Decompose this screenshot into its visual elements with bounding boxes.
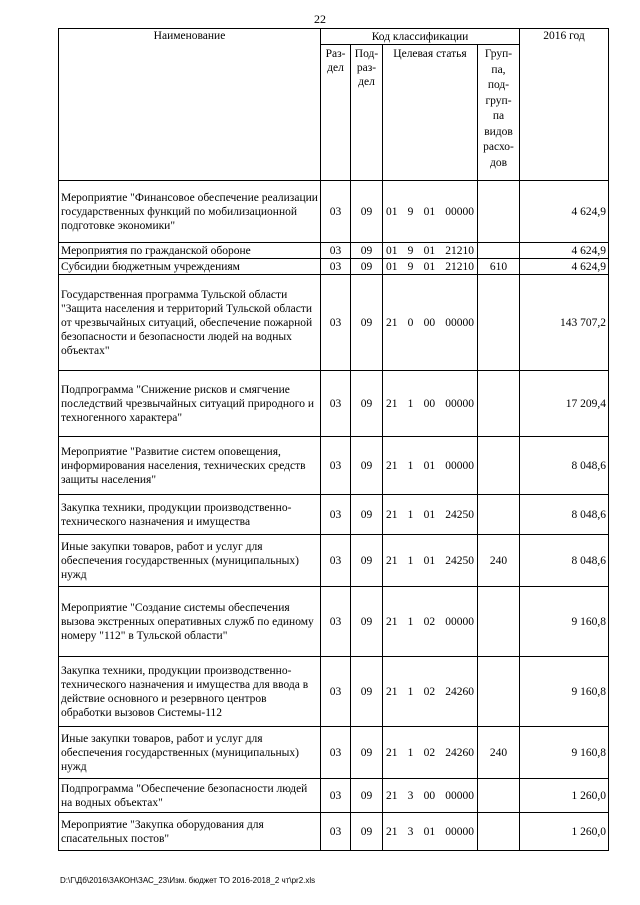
target-direction: 00000 [445, 397, 474, 410]
table-row [59, 657, 609, 727]
row-target [383, 437, 478, 495]
row-section: 03 [321, 181, 351, 243]
row-group [478, 437, 520, 495]
row-target [383, 371, 478, 437]
row-amount: 9 160,8 [520, 657, 609, 727]
table-row [59, 259, 609, 275]
row-group [478, 181, 520, 243]
table-row [59, 243, 609, 259]
table-row [59, 535, 609, 587]
row-group [478, 495, 520, 535]
row-name: Иные закупки товаров, работ и услуг для обеспечения государственных (муниципальных) нужд [59, 535, 321, 587]
row-subsection: 09 [351, 371, 383, 437]
target-program: 21 [386, 685, 398, 698]
target-event: 00 [423, 789, 436, 802]
target-direction: 00000 [445, 615, 474, 628]
row-group: 610 [478, 259, 520, 275]
target-program: 01 [386, 260, 398, 273]
target-event: 02 [423, 615, 436, 628]
row-group [478, 813, 520, 851]
target-subprogram: 1 [407, 554, 414, 567]
target-subprogram: 0 [407, 316, 414, 329]
target-subprogram: 1 [407, 746, 414, 759]
target-event: 01 [423, 554, 436, 567]
row-subsection: 09 [351, 495, 383, 535]
row-name: Подпрограмма "Снижение рисков и смягчение последствий чрезвычайных ситуаций природного и техногенного характера" [59, 371, 321, 437]
target-program: 21 [386, 825, 398, 838]
row-amount: 8 048,6 [520, 535, 609, 587]
row-group [478, 779, 520, 813]
row-amount: 9 160,8 [520, 587, 609, 657]
target-event: 01 [423, 244, 436, 257]
row-section: 03 [321, 587, 351, 657]
target-event: 00 [423, 397, 436, 410]
target-subprogram: 1 [407, 615, 414, 628]
target-direction: 24260 [445, 685, 474, 698]
row-name: Подпрограмма "Обеспечение безопасности людей на водных объектах" [59, 779, 321, 813]
target-direction: 21210 [445, 244, 474, 257]
target-subprogram: 1 [407, 397, 414, 410]
row-subsection: 09 [351, 275, 383, 371]
target-event: 01 [423, 825, 436, 838]
row-amount: 143 707,2 [520, 275, 609, 371]
target-subprogram: 9 [407, 244, 414, 257]
row-section: 03 [321, 437, 351, 495]
row-target [383, 727, 478, 779]
row-target [383, 181, 478, 243]
row-subsection: 09 [351, 259, 383, 275]
target-program: 21 [386, 615, 398, 628]
table-row [59, 437, 609, 495]
target-direction: 00000 [445, 825, 474, 838]
row-subsection: 09 [351, 657, 383, 727]
row-section: 03 [321, 813, 351, 851]
row-name: Закупка техники, продукции производственно-технического назначения и имущества для ввода в действие основного и резервного центров обработки вызовов Системы-112 [59, 657, 321, 727]
row-section: 03 [321, 371, 351, 437]
row-section: 03 [321, 275, 351, 371]
row-name: Мероприятие "Развитие систем оповещения, информирования населения, технических средств защиты населения" [59, 437, 321, 495]
row-target [383, 813, 478, 851]
row-subsection: 09 [351, 437, 383, 495]
row-group [478, 371, 520, 437]
target-program: 21 [386, 789, 398, 802]
header-section: Раз- дел [321, 45, 351, 181]
row-subsection: 09 [351, 587, 383, 657]
row-target [383, 275, 478, 371]
row-section: 03 [321, 727, 351, 779]
target-subprogram: 1 [407, 685, 414, 698]
row-target [383, 259, 478, 275]
target-program: 01 [386, 244, 398, 257]
row-section: 03 [321, 495, 351, 535]
target-direction: 21210 [445, 260, 474, 273]
header-group: Груп- па, под- груп- па видов расхо- дов [478, 45, 520, 181]
target-program: 01 [386, 205, 398, 218]
row-group [478, 657, 520, 727]
row-subsection: 09 [351, 727, 383, 779]
target-program: 21 [386, 508, 398, 521]
target-direction: 00000 [445, 789, 474, 802]
row-amount: 1 260,0 [520, 779, 609, 813]
target-event: 01 [423, 205, 436, 218]
row-name: Иные закупки товаров, работ и услуг для обеспечения государственных (муниципальных) нужд [59, 727, 321, 779]
row-subsection: 09 [351, 181, 383, 243]
row-name: Мероприятие "Закупка оборудования для спасательных постов" [59, 813, 321, 851]
target-direction: 24250 [445, 508, 474, 521]
row-name: Мероприятие "Создание системы обеспечения вызова экстренных оперативных служб по единому номеру "112" в Тульской области" [59, 587, 321, 657]
row-section: 03 [321, 259, 351, 275]
row-subsection: 09 [351, 813, 383, 851]
row-target [383, 779, 478, 813]
target-program: 21 [386, 316, 398, 329]
row-subsection: 09 [351, 535, 383, 587]
row-amount: 8 048,6 [520, 495, 609, 535]
target-subprogram: 9 [407, 260, 414, 273]
row-group: 240 [478, 727, 520, 779]
target-subprogram: 3 [407, 825, 414, 838]
row-target [383, 657, 478, 727]
row-target [383, 587, 478, 657]
header-subsection: Под- раз- дел [351, 45, 383, 181]
row-amount: 4 624,9 [520, 181, 609, 243]
row-group [478, 587, 520, 657]
row-amount: 9 160,8 [520, 727, 609, 779]
page-number: 22 [314, 12, 326, 26]
target-direction: 24250 [445, 554, 474, 567]
header-code-group: Код классификации [321, 29, 520, 45]
target-subprogram: 9 [407, 205, 414, 218]
row-amount: 4 624,9 [520, 259, 609, 275]
header-name: Наименование [59, 29, 321, 181]
row-target [383, 495, 478, 535]
target-program: 21 [386, 554, 398, 567]
row-subsection: 09 [351, 779, 383, 813]
row-section: 03 [321, 779, 351, 813]
table-row [59, 371, 609, 437]
target-subprogram: 3 [407, 789, 414, 802]
header-target: Целевая статья [383, 45, 478, 181]
row-section: 03 [321, 535, 351, 587]
row-name: Мероприятия по гражданской обороне [59, 243, 321, 259]
target-event: 01 [423, 459, 436, 472]
row-group [478, 275, 520, 371]
target-event: 02 [423, 685, 436, 698]
header-year: 2016 год [520, 29, 609, 181]
target-program: 21 [386, 397, 398, 410]
row-target [383, 535, 478, 587]
row-amount: 1 260,0 [520, 813, 609, 851]
target-event: 01 [423, 508, 436, 521]
row-amount: 17 209,4 [520, 371, 609, 437]
row-target [383, 243, 478, 259]
row-amount: 8 048,6 [520, 437, 609, 495]
row-name: Мероприятие "Финансовое обеспечение реализации государственных функций по мобилизационной подготовке экономики" [59, 181, 321, 243]
row-group: 240 [478, 535, 520, 587]
row-name: Государственная программа Тульской области "Защита населения и территорий Тульской области от чрезвычайных ситуаций, обеспечение пожарной безопасности и безопасности людей на водных объектах" [59, 275, 321, 371]
row-section: 03 [321, 243, 351, 259]
table-row [59, 587, 609, 657]
target-program: 21 [386, 459, 398, 472]
row-name: Закупка техники, продукции производственно-технического назначения и имущества [59, 495, 321, 535]
row-section: 03 [321, 657, 351, 727]
table-row [59, 779, 609, 813]
target-program: 21 [386, 746, 398, 759]
row-name: Субсидии бюджетным учреждениям [59, 259, 321, 275]
target-event: 00 [423, 316, 436, 329]
table-row [59, 727, 609, 779]
table-row [59, 495, 609, 535]
target-direction: 00000 [445, 316, 474, 329]
target-event: 02 [423, 746, 436, 759]
table-row [59, 181, 609, 243]
table-row [59, 275, 609, 371]
row-amount: 4 624,9 [520, 243, 609, 259]
file-path: D:\Г\Дб\2016\ЗАКОН\ЗАС_23\Изм. бюджет ТО 2016-2018_2 чт\pr2.xls [60, 876, 316, 885]
target-event: 01 [423, 260, 436, 273]
target-direction: 00000 [445, 205, 474, 218]
target-subprogram: 1 [407, 508, 414, 521]
target-subprogram: 1 [407, 459, 414, 472]
budget-table [58, 28, 609, 851]
row-subsection: 09 [351, 243, 383, 259]
row-group [478, 243, 520, 259]
target-direction: 00000 [445, 459, 474, 472]
target-direction: 24260 [445, 746, 474, 759]
table-row [59, 813, 609, 851]
